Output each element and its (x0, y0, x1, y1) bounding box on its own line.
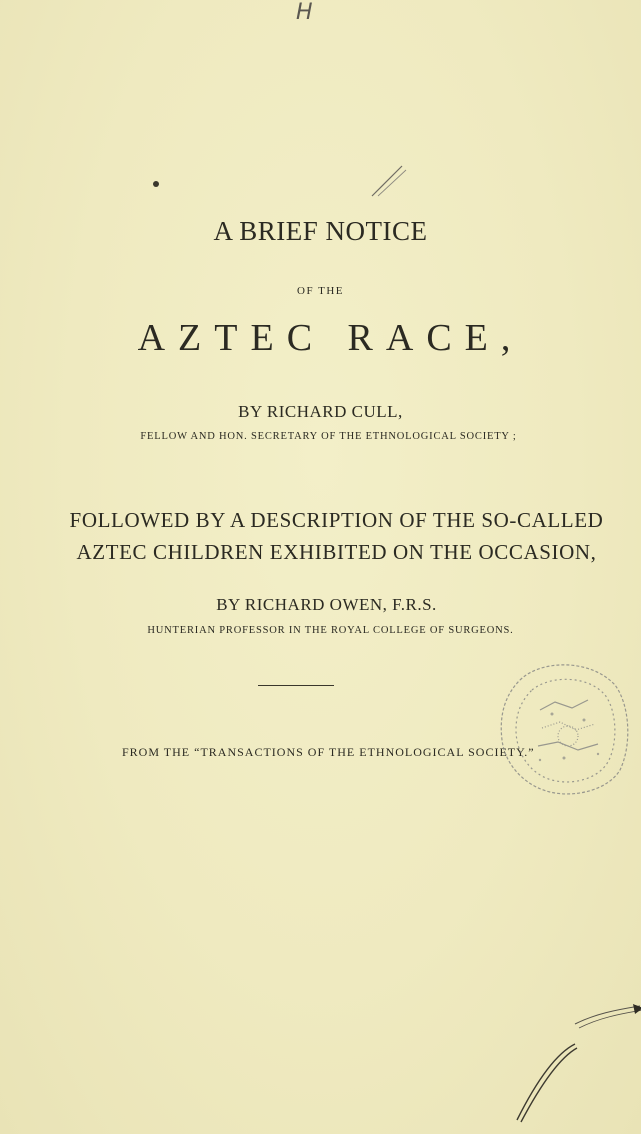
pencil-arrow-mark-icon (515, 1004, 641, 1124)
library-stamp-icon (480, 650, 635, 800)
pencil-slash-icon (368, 160, 408, 200)
divider-rule (258, 685, 334, 686)
author-1-role: FELLOW AND HON. SECRETARY OF THE ETHNOLOGICAL SOCIETY ; (140, 431, 517, 442)
subtitle-line-2: AZTEC CHILDREN EXHIBITED ON THE OCCASION, (76, 540, 597, 564)
author-1-byline: BY RICHARD CULL, (238, 402, 403, 421)
title-of-the: OF THE (297, 285, 344, 297)
source-note: FROM THE “TRANSACTIONS OF THE ETHNOLOGICAL SOCIETY.” (122, 745, 535, 759)
author-2-byline: BY RICHARD OWEN, F.R.S. (216, 595, 437, 614)
subtitle-line-1: FOLLOWED BY A DESCRIPTION OF THE SO-CALLED (69, 508, 604, 532)
ink-dot (153, 181, 159, 187)
handwritten-shelf-mark: H (296, 0, 312, 25)
title-subject: AZTEC RACE, (137, 317, 524, 359)
author-2-role: HUNTERIAN PROFESSOR IN THE ROYAL COLLEGE OF SURGEONS. (147, 625, 514, 636)
title-line-1: A BRIEF NOTICE (213, 216, 428, 246)
